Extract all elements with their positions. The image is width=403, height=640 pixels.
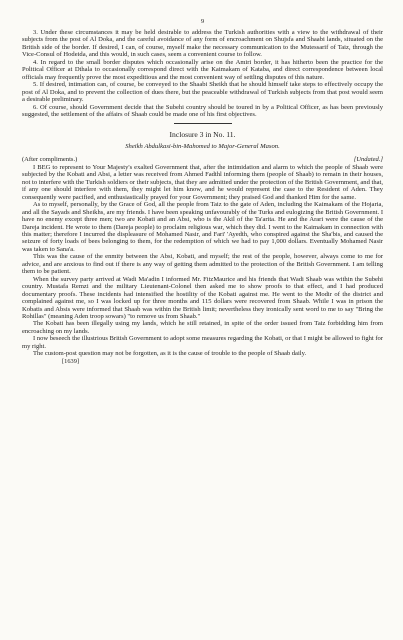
letter-from-to: Sheikh Abdulkasi-bin-Mahomed to Major-General Mason. [125,143,280,151]
letter-paragraph: I now beseech the illustrious British Government to adopt some measures regarding the Kobati, or that I might be allowed to fight for my right. [22,335,383,350]
paragraph-4: 4. In regard to the small border disputes which occasionally arise on the Amiri border, it has hitherto been the practice for the Political Officer at Dthala to occasionally correspond direct with the Kaimakam of Kataba, and direct correspondence between local officials may frequently prove the most expeditious and the most convenient way of settling disputes of this nature. [22,58,383,81]
section-divider [174,123,232,124]
date-note: [Undated.] [353,156,383,164]
paragraph-3: 3. Under these circumstances it may be held desirable to address the Turkish authorities with a view to the withdrawal of their subjects from the post of Al Doka, and the careful avoidance of any form of encroachment on Shujsfa and Shaabi lands, situated on the British side of the border. If desired, I can, of course, myself make the necessary communication to the Mutessarif of Taiz, through the Vice-Consul of Hodeida, and this would, in such cases, seem a convenient course to follow. [22,29,383,59]
salutation-line [22,156,383,163]
letter-paragraph: The custom-post question may not be forgotten, as it is the cause of trouble to the people of Shaab daily. [33,350,307,358]
paragraph-5: 5. If desired, intimation can, of course, be conveyed to the Shaabi Sheikh that he should himself take steps to effectively occupy the post of Al Doka, and to prevent the collection of dues there, but the peaceable withdrawal of Turkish subjects from that post would seem a desirable preliminary. [22,81,383,104]
letter-paragraph: This was the cause of the enmity between the Absi, Kobati, and myself; the rest of the people, however, always come to me for advice, and are anxious to find out if there is any way of getting them admitted to the protection of the British Government. I am telling them to be patient. [22,253,383,276]
letter-paragraph: When the survey party arrived at Wadi Ma'adin I informed Mr. FitzMaurice and his friends that Wadi Shaab was within the Subehi country. Mustafa Remzi and the military Lieutenant-Colonel then asked me to show proofs to that effect, and I had produced documentary proofs. These incidents had intensified the hostility of the Kobati against me. He went to the Modir of the district and complained against me, so I was locked up for three months and 115 dollars were recovered from Shaab. While I was in prison the Kobatis and Absis were informed that Shaab was within the British limit; nevertheless they ironically sent word to me to say "Bring the Rohillas" (meaning Aden troop sowars) "to remove us from Shaab." [22,275,383,320]
letter-paragraph: I BEG to represent to Your Majesty's exalted Government that, after the intimidation and alarm to which the people of Shaab were subjected by the Kobati and Absi, a letter was received from Ahmed Fadthl informing them (people of Shaab) to remain in their houses, not to interfere with the Turkish soldiers or their subjects, that they are admitted under the protection of the British Government, and that, if any one should interfere with them, they might let him know, and he would represent the case to the Resident of Aden. They consequently were pacified, and enthusiastically prayed for your Government; they praised God and thanked Him for the same. [22,163,383,201]
letter-paragraph: The Kobati has been illegally using my lands, which he still retained, in spite of the order issued from Taiz forbidding him from encroaching on my lands. [22,320,383,335]
salutation: (After compliments.) [22,156,78,164]
paragraph-6: 6. Of course, should Government decide that the Subehi country should be toured in by a Political Officer, as has been previously suggested, the settlement of the affairs of Shaab could be made one of his first objectives. [22,103,383,118]
enclosure-heading: Inclosure 3 in No. 11. [169,130,236,140]
letter-paragraph: As to myself, personally, by the Grace of God, all the people from Taiz to the gate of Aden, including the Kaimakam of the Hojaria, and all the Sayads and Sheikhs, are my friends. I have been speaking unfavourably of the Turks and eulogizing the British Government. I have no enemy except three men; two are Kobati and an Absi, who is the Akil of the Ta'arita. He and the Arari were the cause of the Dareja incident. He wrote to them (Dareja people) to proclaim religious war, which they did. I went to the Kaimakam in connection with this matter; therefore I incurred the displeasure of Mohamed Nasir, and Fari' 'Ayedth, who conspired against the Sha'bis, and caused the seizure of forty loads of bees belonging to them, for the redemption of which we had to pay 1,000 dollars. Eventually Mohamed Nasir was taken to Sana'a. [22,201,383,253]
page-number: 9 [200,18,205,25]
footer-code: [1639] [62,357,80,365]
